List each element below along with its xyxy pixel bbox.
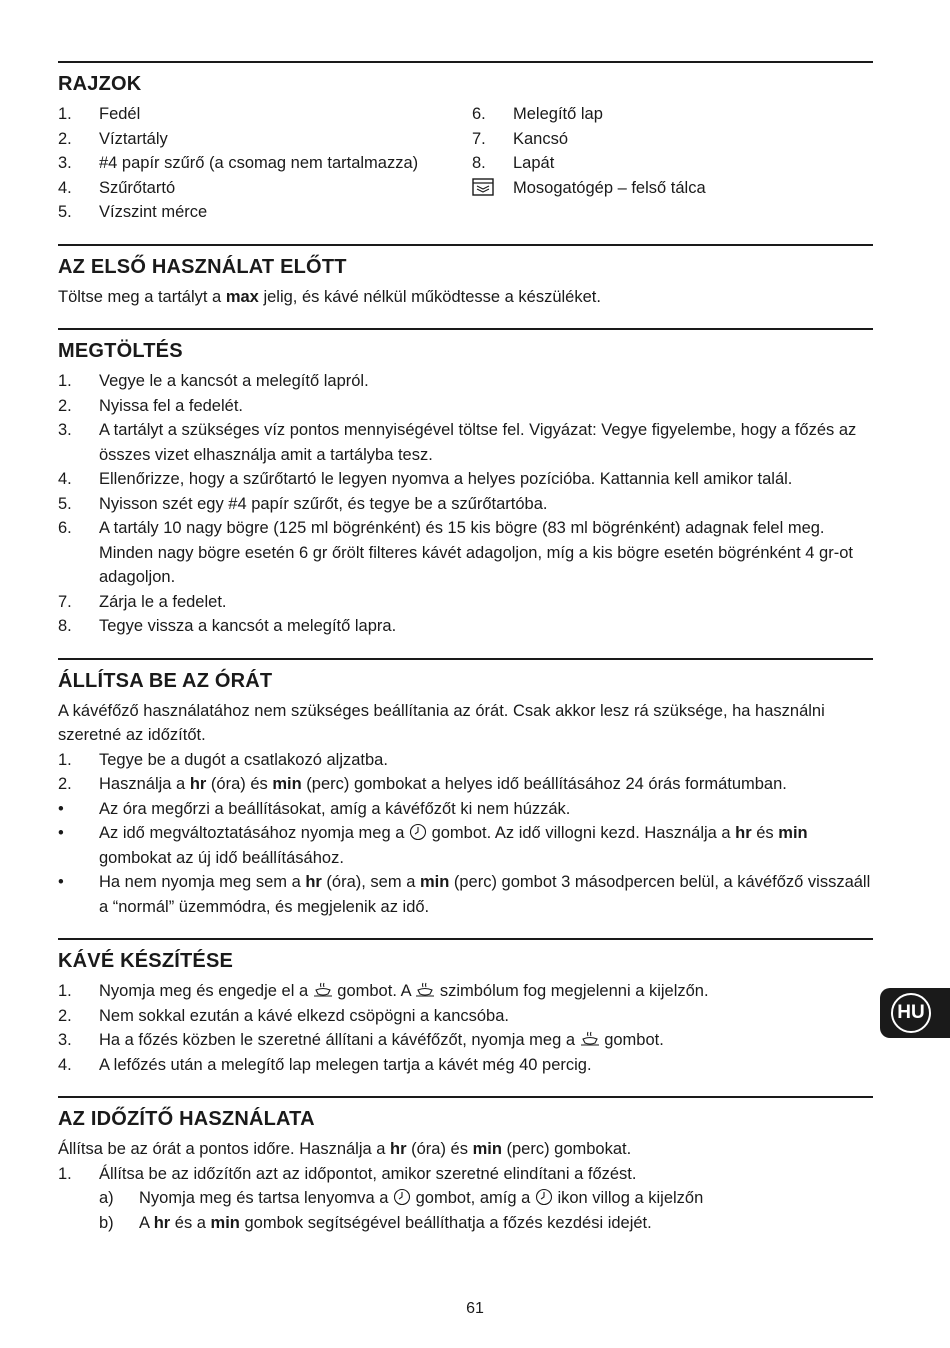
list-item: 1. Állítsa be az időzítőn azt az időpontot, amikor szeretné elindítani a főzést. [58,1164,637,1183]
steps-list [58,366,873,639]
list-item: 4. Ellenőrizze, hogy a szűrőtartó le legyen nyomva a helyes pozícióba. Kattannia kell amikor talál. [58,470,793,488]
section-title: AZ ELSŐ HASZNÁLAT ELŐTT [58,255,347,278]
brew-icon [313,982,333,1000]
list-item: 3. A tartályt a szükséges víz pontos mennyiségével töltse fel. Vigyázat: Vegye figyelembe, hogy a főzés az összes vizet elhasználja amit a tartályba tesz. [58,421,857,464]
list-item: 5. Nyisson szét egy #4 papír szűrőt, és tegye be a szűrőtartóba. [58,494,548,513]
page-number: 61 [466,1300,484,1317]
parts-list [58,99,873,225]
list-item: 1. Vegye le a kancsót a melegítő lapról. [58,372,369,390]
paragraph: A kávéfőző használatához nem szükséges beállítania az órát. Csak akkor lesz rá szüksége, ha használni szeretné az időzítőt. [58,701,825,744]
list-item: • Az idő megváltoztatásához nyomja meg a gombot. Az idő villogni kezd. Használja a hr és min gombokat az új idő beállításához. [58,824,808,867]
brew-icon [580,1031,600,1049]
list-item: 2. Víztartály [58,129,168,148]
list-item: 8. Lapát [472,154,555,172]
list-item: 7. Zárja le a fedelet. [58,592,227,611]
section-title: AZ IDŐZÍTŐ HASZNÁLATA [58,1108,315,1130]
list-item: • Az óra megőrzi a beállításokat, amíg a kávéfőzőt ki nem húzzák. [58,799,571,818]
section-first-use [58,244,873,310]
language-tab [880,988,950,1038]
list-item: 2. Használja a hr (óra) és min (perc) gombokat a helyes idő beállításához 24 órás formátumban. [58,775,787,793]
section-make-coffee [58,938,873,1077]
list-item: 4. Szűrőtartó [58,178,176,197]
list-item: 5. Vízszint mérce [58,203,208,221]
list-item: 3. #4 papír szűrő (a csomag nem tartalmazza) [58,154,419,172]
clock-icon [535,1189,553,1207]
section-title: KÁVÉ KÉSZÍTÉSE [58,950,234,972]
list-item: 4. A lefőzés után a melegítő lap melegen tartja a kávét még 40 percig. [58,1055,592,1074]
list-item: Mosogatógép – felső tálca [472,176,873,201]
section-timer [58,1096,873,1235]
sub-list-item: a) Nyomja meg és tartsa lenyomva a gombot, amíg a ikon villog a kijelzőn [99,1189,704,1207]
list-item: 6. Melegítő lap [472,105,603,123]
list-item: 1. Fedél [58,105,141,123]
parts-list-left [58,102,472,225]
section-title: ÁLLÍTSA BE AZ ÓRÁT [58,669,273,692]
list-item: 2. Nem sokkal ezután a kávé elkezd csöpögni a kancsóba. [58,1006,509,1025]
list-item: 1. Tegye be a dugót a csatlakozó aljzatba. [58,750,388,769]
dishwasher-icon [472,176,513,201]
clock-icon [409,824,427,842]
list-item: 7. Kancsó [472,129,569,148]
section-filling [58,328,873,639]
parts-list-right [472,102,873,225]
list-item: 8. Tegye vissza a kancsót a melegítő lapra. [58,617,397,635]
manual-page [58,61,873,1235]
clock-icon [393,1189,411,1207]
section-title: MEGTÖLTÉS [58,340,183,362]
list-item: • Ha nem nyomja meg sem a hr (óra), sem a min (perc) gombot 3 másodpercen belül, a kávéfőző visszaáll a “normál” üzemmódra, és megjelenik az idő. [58,873,871,916]
list-item: 1. Nyomja meg és engedje el a gombot. A szimbólum fog megjelenni a kijelzőn. [58,982,709,1000]
sub-list-item: b) A hr és a min gombok segítségével beállíthatja a főzés kezdési idejét. [99,1213,652,1232]
section-rajzok [58,61,873,225]
language-tab-label: HU [891,993,931,1033]
section-set-clock [58,658,873,920]
paragraph: Töltse meg a tartályt a max jelig, és kávé nélkül működtesse a készüléket. [58,287,601,306]
list-item: 3. Ha a főzés közben le szeretné állítani a kávéfőzőt, nyomja meg a gombot. [58,1031,664,1049]
section-title: RAJZOK [58,73,142,95]
paragraph: Állítsa be az órát a pontos időre. Használja a hr (óra) és min (perc) gombokat. [58,1140,632,1158]
brew-icon [415,982,435,1000]
list-item: 6. A tartály 10 nagy bögre (125 ml bögrénként) és 15 kis bögre (83 ml bögrénként) adagnak felel meg. Minden nagy bögre esetén 6 gr őrölt filteres kávét adagoljon, míg a kis bögre esetén bögrénként 4 gr-ot adagoljon. [58,519,853,586]
list-item: 2. Nyissa fel a fedelét. [58,396,243,415]
